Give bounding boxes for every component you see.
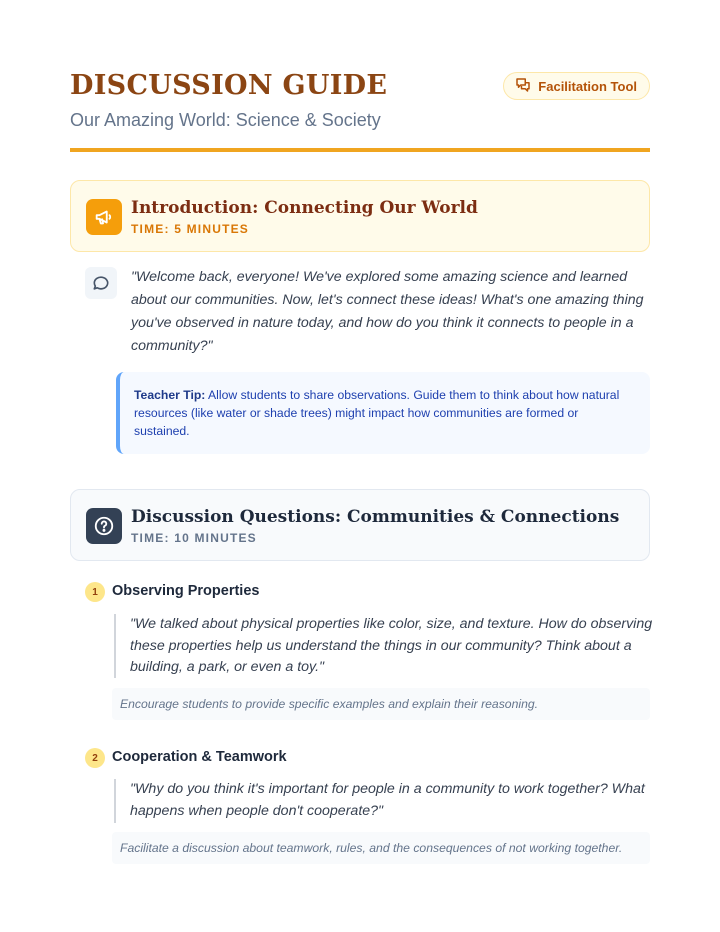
megaphone-icon xyxy=(86,199,122,235)
teacher-tip-label: Teacher Tip: xyxy=(134,388,206,402)
section-title: Introduction: Connecting Our World xyxy=(131,198,478,218)
question-circle-icon xyxy=(86,508,122,544)
teacher-tip xyxy=(116,372,650,454)
question-number-badge: 1 xyxy=(85,582,105,602)
question-title: Observing Properties xyxy=(112,583,260,599)
section-introduction xyxy=(70,180,650,252)
question-number-badge: 2 xyxy=(85,748,105,768)
section-time: TIME: 10 MINUTES xyxy=(131,531,257,545)
page-subtitle: Our Amazing World: Science & Society xyxy=(70,110,381,130)
speech-bubble-icon xyxy=(85,267,117,299)
question-facilitator-note: Encourage students to provide specific examples and explain their reasoning. xyxy=(112,688,650,720)
teacher-tip-text: Allow students to share observations. Guide them to think about how natural resources (like water or shade trees) might impact how communities are formed or sustained. xyxy=(134,388,620,438)
introduction-prompt: "Welcome back, everyone! We've explored some amazing science and learned about our communities. Now, let's connect these ideas! What's one amazing thing you've observed in nature today, and how do you think it connects to people in a community?" xyxy=(131,269,644,354)
header-divider xyxy=(70,148,650,152)
question-prompt: "We talked about physical properties like color, size, and texture. How do observing these properties help us understand the things in our community? Think about a building, a park, or even a toy." xyxy=(114,614,654,678)
chat-bubbles-icon xyxy=(514,76,532,97)
section-time: TIME: 5 MINUTES xyxy=(131,222,250,236)
badge-label: Facilitation Tool xyxy=(538,78,637,94)
page-title: DISCUSSION GUIDE xyxy=(70,70,388,101)
discussion-guide-page xyxy=(70,0,653,932)
question-facilitator-note: Facilitate a discussion about teamwork, rules, and the consequences of not working together. xyxy=(112,832,650,864)
question-prompt: "Why do you think it's important for people in a community to work together? What happens when people don't cooperate?" xyxy=(114,779,654,823)
section-discussion-questions xyxy=(70,489,650,561)
section-title: Discussion Questions: Communities & Connections xyxy=(131,507,620,527)
facilitation-tool-badge xyxy=(503,72,650,100)
question-title: Cooperation & Teamwork xyxy=(112,749,287,765)
